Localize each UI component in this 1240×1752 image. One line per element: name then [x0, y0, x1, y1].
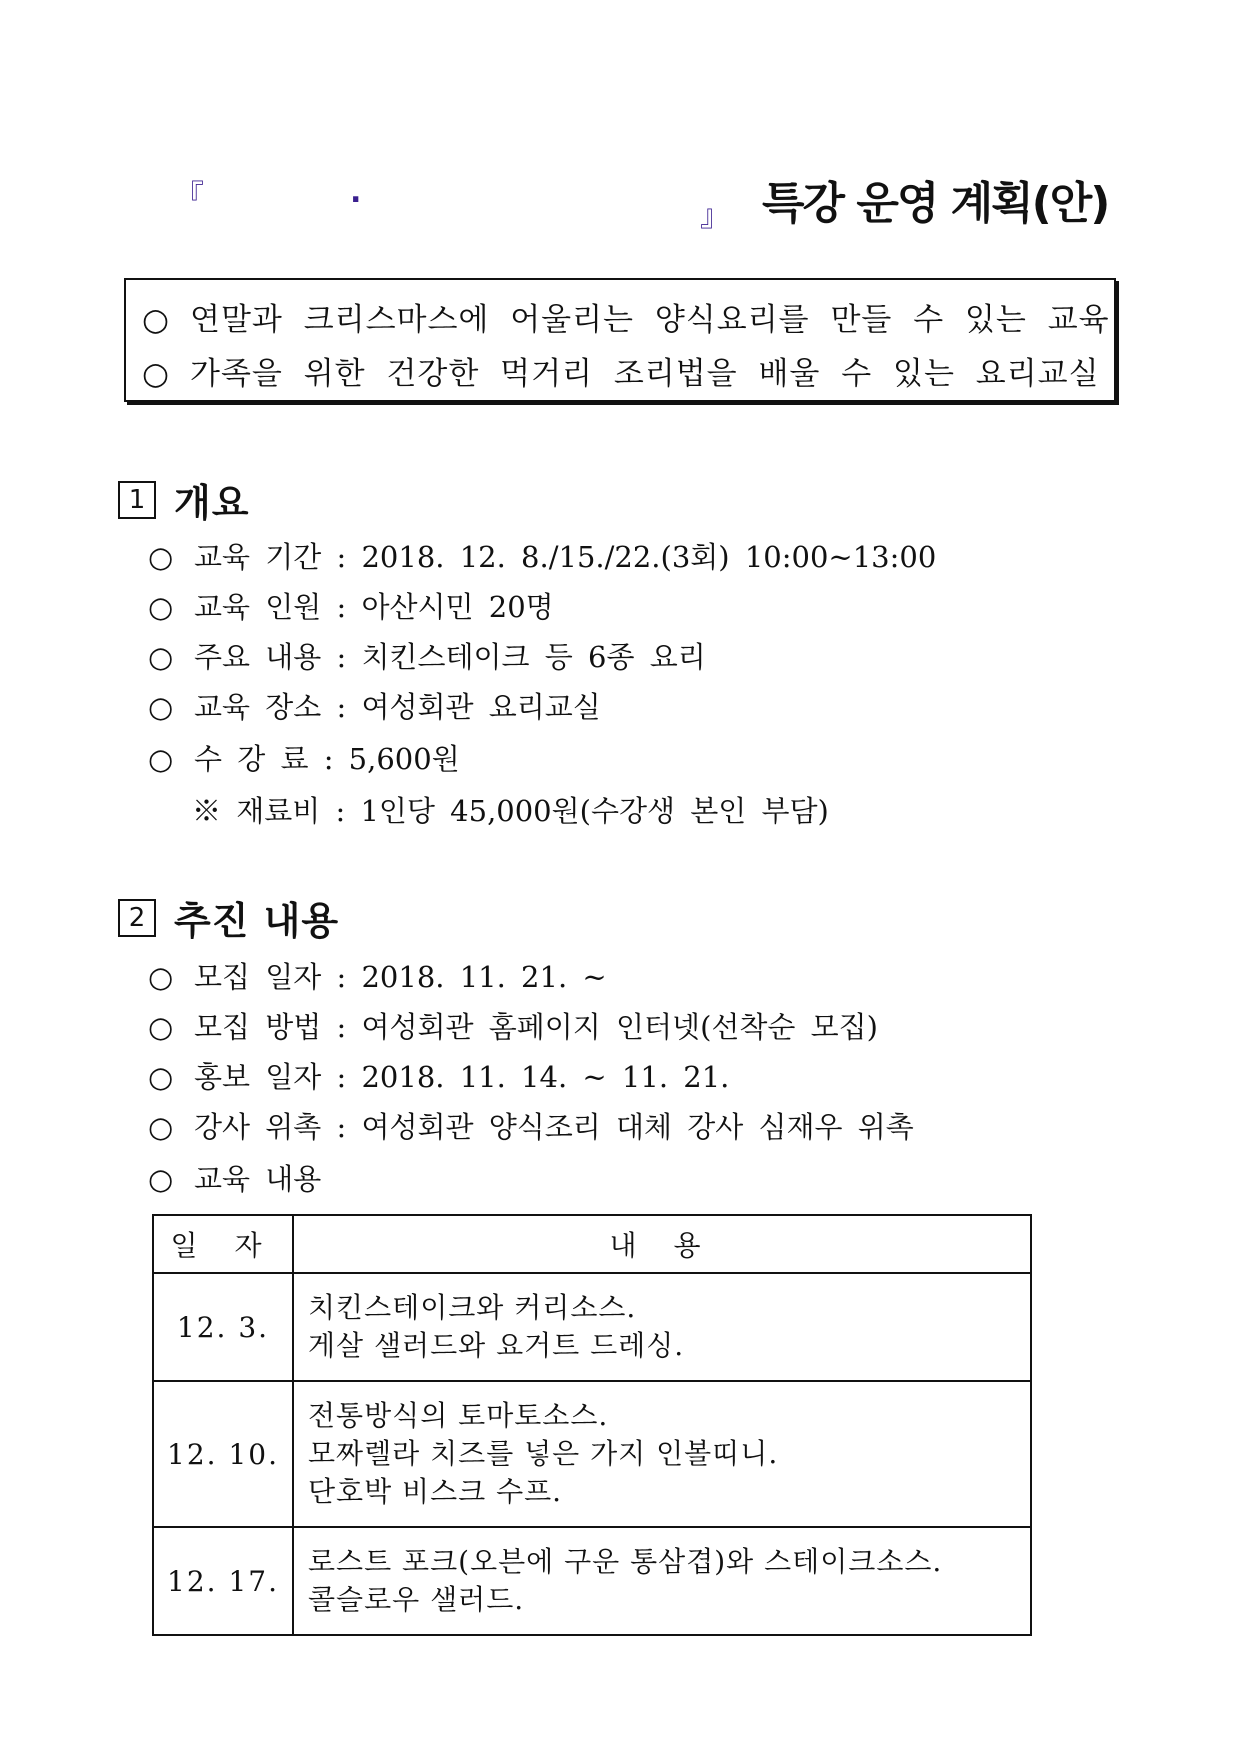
section-heading-overview [118, 472, 249, 527]
title-dot: . [350, 175, 362, 210]
table-row [153, 1527, 1031, 1635]
document-title [170, 165, 1130, 245]
overview-item-text: 주요 내용 : 치킨스테이크 등 6종 요리 [194, 640, 706, 674]
content-line: 전통방식의 토마토소스. [308, 1399, 609, 1432]
section-title: 개요 [174, 481, 250, 525]
content-line: 게살 샐러드와 요거트 드레싱. [308, 1329, 685, 1362]
objective-item [142, 294, 1110, 339]
header-content: 내 용 [293, 1215, 1031, 1273]
row-content [293, 1527, 1031, 1635]
content-line: 단호박 비스크 수프. [308, 1475, 563, 1508]
bullet-circle-icon: ○ [148, 1162, 174, 1196]
row-date: 12. 3. [153, 1273, 293, 1381]
bullet-circle-icon: ○ [148, 742, 174, 776]
overview-item [148, 685, 601, 726]
table-row [153, 1273, 1031, 1381]
content-line: 로스트 포크(오븐에 구운 통삼겹)와 스테이크소스. [308, 1545, 943, 1578]
objective-item [142, 348, 1100, 393]
overview-item [148, 635, 706, 676]
section-title: 추진 내용 [174, 899, 340, 943]
bullet-circle-icon: ○ [148, 1110, 174, 1144]
schedule-table [152, 1214, 1032, 1636]
bullet-circle-icon: ○ [148, 690, 174, 724]
plan-item-text: 모집 일자 : 2018. 11. 21. ~ [194, 960, 607, 994]
table-row [153, 1381, 1031, 1527]
row-content [293, 1273, 1031, 1381]
overview-item [148, 585, 554, 626]
bullet-circle-icon: ○ [148, 590, 174, 624]
content-line: 콜슬로우 샐러드. [308, 1583, 525, 1616]
section-number-box: 1 [118, 481, 156, 519]
plan-item [148, 1105, 914, 1146]
plan-item-text: 홍보 일자 : 2018. 11. 14. ~ 11. 21. [194, 1060, 730, 1094]
objective-text: 연말과 크리스마스에 어울리는 양식요리를 만들 수 있는 교육 [190, 302, 1110, 338]
objectives-box [124, 278, 1116, 402]
plan-item-text: 강사 위촉 : 여성회관 양식조리 대체 강사 심재우 위촉 [194, 1110, 914, 1144]
row-content [293, 1381, 1031, 1527]
plan-item-text: 모집 방법 : 여성회관 홈페이지 인터넷(선착순 모집) [194, 1010, 878, 1044]
bullet-circle-icon: ○ [148, 1010, 174, 1044]
overview-item-text: 교육 장소 : 여성회관 요리교실 [194, 690, 601, 724]
bullet-circle-icon: ○ [148, 540, 174, 574]
plan-item [148, 1157, 321, 1198]
bullet-circle-icon: ○ [148, 960, 174, 994]
overview-item [148, 737, 460, 778]
bullet-circle-icon: ○ [148, 1060, 174, 1094]
title-close-bracket: 』 [700, 199, 730, 234]
row-date: 12. 17. [153, 1527, 293, 1635]
section-heading-plan [118, 890, 339, 945]
bullet-circle-icon: ○ [142, 356, 171, 392]
overview-item-text: 교육 인원 : 아산시민 20명 [194, 590, 554, 624]
title-open-bracket: 『 [174, 179, 204, 214]
content-line: 치킨스테이크와 커리소스. [308, 1291, 637, 1324]
overview-item-text: 교육 기간 : 2018. 12. 8./15./22.(3회) 10:00~13:00 [194, 540, 937, 574]
header-date: 일 자 [153, 1215, 293, 1273]
content-line: 모짜렐라 치즈를 넣은 가지 인볼띠니. [308, 1437, 779, 1470]
plan-item [148, 955, 607, 996]
plan-item [148, 1055, 729, 1096]
material-fee-note: ※ 재료비 : 1인당 45,000원(수강생 본인 부담) [192, 794, 829, 828]
section-number-box: 2 [118, 899, 156, 937]
overview-item-text: 수 강 료 : 5,600원 [194, 742, 460, 776]
bullet-circle-icon: ○ [148, 640, 174, 674]
overview-item [148, 535, 936, 576]
title-text: 특강 운영 계획(안) [762, 178, 1109, 229]
objective-text: 가족을 위한 건강한 먹거리 조리법을 배울 수 있는 요리교실 [190, 356, 1100, 392]
plan-item-text: 교육 내용 [194, 1162, 322, 1196]
row-date: 12. 10. [153, 1381, 293, 1527]
plan-item [148, 1005, 878, 1046]
table-header-row [153, 1215, 1031, 1273]
bullet-circle-icon: ○ [142, 302, 171, 338]
